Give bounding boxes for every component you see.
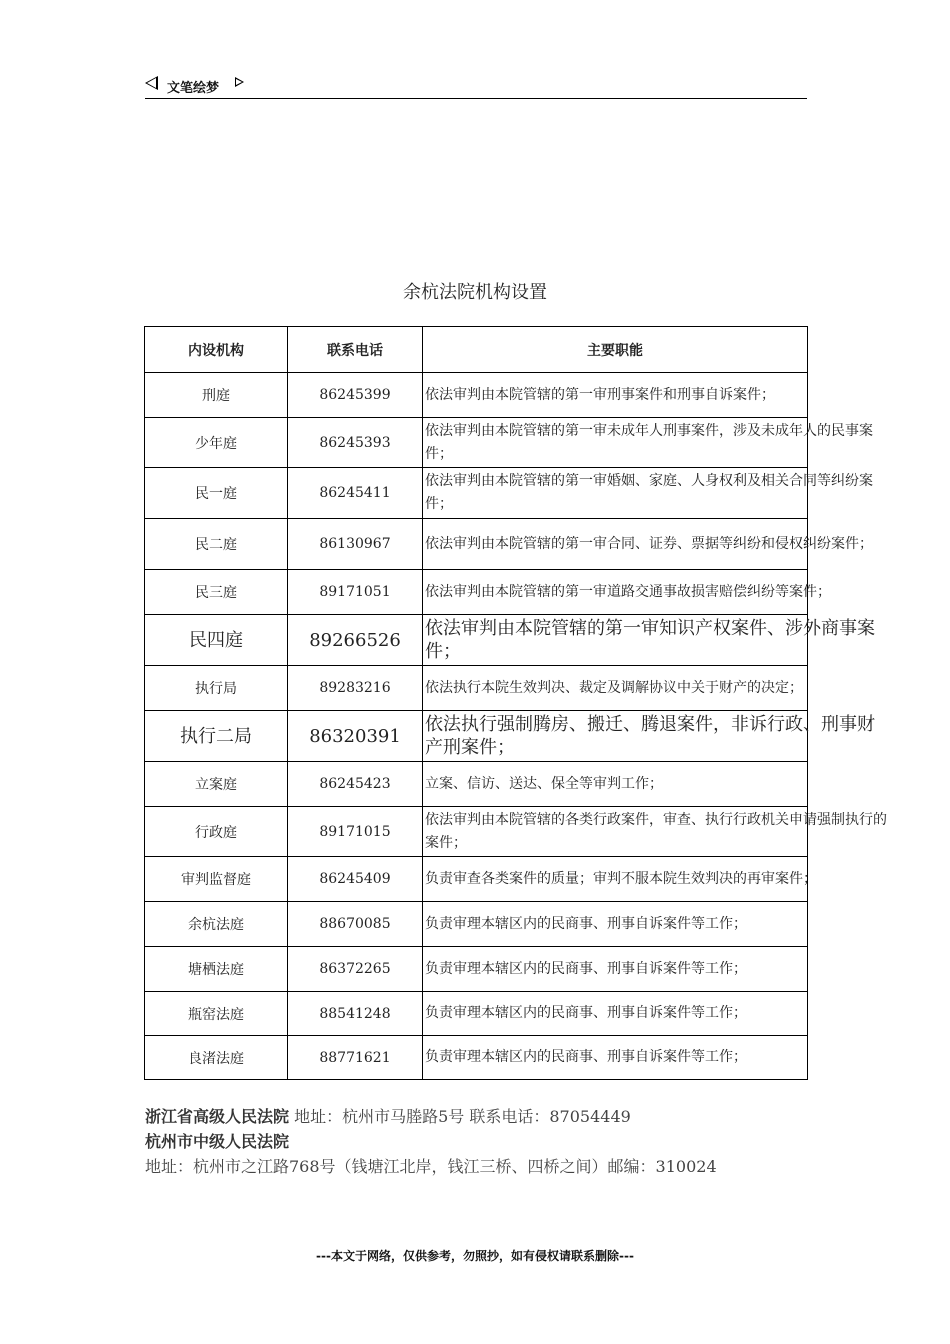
duty-cell: [423, 373, 808, 418]
table-row: [145, 519, 808, 570]
phone-cell: 89266526: [288, 615, 423, 666]
header-brand: 文笔绘梦: [167, 81, 220, 96]
duty-cell: [423, 992, 808, 1036]
phone-cell: 86245399: [288, 373, 423, 418]
dept-cell: 民四庭: [145, 615, 288, 666]
phone-cell: 86372265: [288, 947, 423, 992]
phone-cell: 86245393: [288, 418, 423, 468]
duty-text: 依法审判由本院管辖的第一审未成年人刑事案件，涉及未成年人的民事案件；: [425, 422, 873, 462]
triangle-right-icon: [235, 77, 244, 87]
dept-cell: 民一庭: [145, 468, 288, 519]
dept-cell: 立案庭: [145, 762, 288, 807]
table-row: [145, 857, 808, 902]
phone-cell: 88670085: [288, 902, 423, 947]
court-detail: 地址：杭州市马塍路5号 联系电话：87054449: [294, 1107, 631, 1126]
dept-cell: 良渚法庭: [145, 1036, 288, 1080]
table-row: [145, 615, 808, 666]
phone-cell: 88771621: [288, 1036, 423, 1080]
phone-cell: 89171015: [288, 807, 423, 857]
phone-cell: 89283216: [288, 666, 423, 711]
table-row: [145, 666, 808, 711]
duty-text: 负责审理本辖区内的民商事、刑事自诉案件等工作；: [425, 1005, 747, 1021]
dept-cell: 执行二局: [145, 711, 288, 762]
column-header-dept: 内设机构: [145, 327, 288, 373]
phone-cell: 86245411: [288, 468, 423, 519]
duty-text: 依法审判由本院管辖的第一审刑事案件和刑事自诉案件；: [425, 386, 775, 403]
document-title: 余杭法院机构设置: [403, 282, 547, 303]
court-entry: [145, 1129, 785, 1179]
duty-cell: [423, 857, 817, 902]
dept-cell: 行政庭: [145, 807, 288, 857]
court-contacts: [145, 1104, 785, 1179]
duty-text: 依法审判由本院管辖的第一审道路交通事故损害赔偿纠纷等案件；: [425, 583, 831, 600]
duty-text: 负责审理本辖区内的民商事、刑事自诉案件等工作；: [425, 1049, 747, 1065]
duty-cell: [423, 902, 808, 947]
column-header-phone: 联系电话: [288, 327, 423, 373]
dept-cell: 塘栖法庭: [145, 947, 288, 992]
phone-cell: 86320391: [288, 711, 423, 762]
duty-text: 立案、信访、送达、保全等审判工作；: [425, 775, 663, 792]
triangle-left-icon: [145, 76, 158, 90]
duty-text: 依法审判由本院管辖的第一审知识产权案件、涉外商事案件；: [425, 618, 875, 662]
court-name: 杭州市中级人民法院: [145, 1132, 290, 1151]
court-name: 浙江省高级人民法院: [145, 1107, 290, 1126]
duty-cell: [423, 711, 875, 762]
duty-cell: [423, 418, 873, 468]
phone-cell: 86245423: [288, 762, 423, 807]
duty-cell: [423, 570, 831, 615]
disclaimer-text: ---本文于网络，仅供参考，勿照抄，如有侵权请联系删除---: [316, 1249, 634, 1263]
duty-text: 负责审查各类案件的质量；审判不服本院生效判决的再审案件；: [425, 870, 817, 887]
duty-cell: [423, 519, 873, 570]
duty-text: 依法执行强制腾房、搬迁、腾退案件，非诉行政、刑事财产刑案件；: [425, 714, 875, 758]
duty-text: 负责审理本辖区内的民商事、刑事自诉案件等工作；: [425, 915, 747, 932]
page-header: [145, 74, 807, 99]
duty-text: 依法审判由本院管辖的第一审婚姻、家庭、人身权利及相关合同等纠纷案件；: [425, 473, 873, 512]
duty-cell: [423, 1036, 808, 1080]
organization-table: [144, 326, 887, 1080]
duty-text: 依法执行本院生效判决、裁定及调解协议中关于财产的决定；: [425, 679, 803, 696]
dept-cell: 执行局: [145, 666, 288, 711]
table-row: [145, 418, 808, 468]
table-row: [145, 711, 808, 762]
phone-cell: 86245409: [288, 857, 423, 902]
table-row: [145, 947, 808, 992]
dept-cell: 民二庭: [145, 519, 288, 570]
table-row: [145, 570, 808, 615]
table-header-row: [145, 327, 808, 373]
court-entry: [145, 1104, 785, 1129]
dept-cell: 审判监督庭: [145, 857, 288, 902]
court-detail: 地址：杭州市之江路768号（钱塘江北岸，钱江三桥、四桥之间）邮编：310024: [145, 1157, 717, 1176]
dept-cell: 余杭法庭: [145, 902, 288, 947]
duty-text: 依法审判由本院管辖的各类行政案件，审查、执行行政机关申请强制执行的案件；: [425, 811, 887, 851]
duty-cell: [423, 947, 808, 992]
table-row: [145, 373, 808, 418]
dept-cell: 民三庭: [145, 570, 288, 615]
column-header-duty: 主要职能: [423, 327, 808, 373]
duty-cell: [423, 807, 887, 857]
table-row: [145, 807, 808, 857]
duty-cell: [423, 615, 875, 666]
table-row: [145, 1036, 808, 1080]
table-row: [145, 992, 808, 1036]
duty-cell: [423, 666, 808, 711]
dept-cell: 瓶窑法庭: [145, 992, 288, 1036]
duty-text: 依法审判由本院管辖的第一审合同、证券、票据等纠纷和侵权纠纷案件；: [425, 535, 873, 552]
table-row: [145, 762, 808, 807]
phone-cell: 89171051: [288, 570, 423, 615]
table-row: [145, 468, 808, 519]
duty-cell: [423, 468, 873, 519]
dept-cell: 少年庭: [145, 418, 288, 468]
dept-cell: 刑庭: [145, 373, 288, 418]
table-row: [145, 902, 808, 947]
duty-text: 负责审理本辖区内的民商事、刑事自诉案件等工作；: [425, 960, 747, 977]
phone-cell: 86130967: [288, 519, 423, 570]
phone-cell: 88541248: [288, 992, 423, 1036]
duty-cell: [423, 762, 808, 807]
